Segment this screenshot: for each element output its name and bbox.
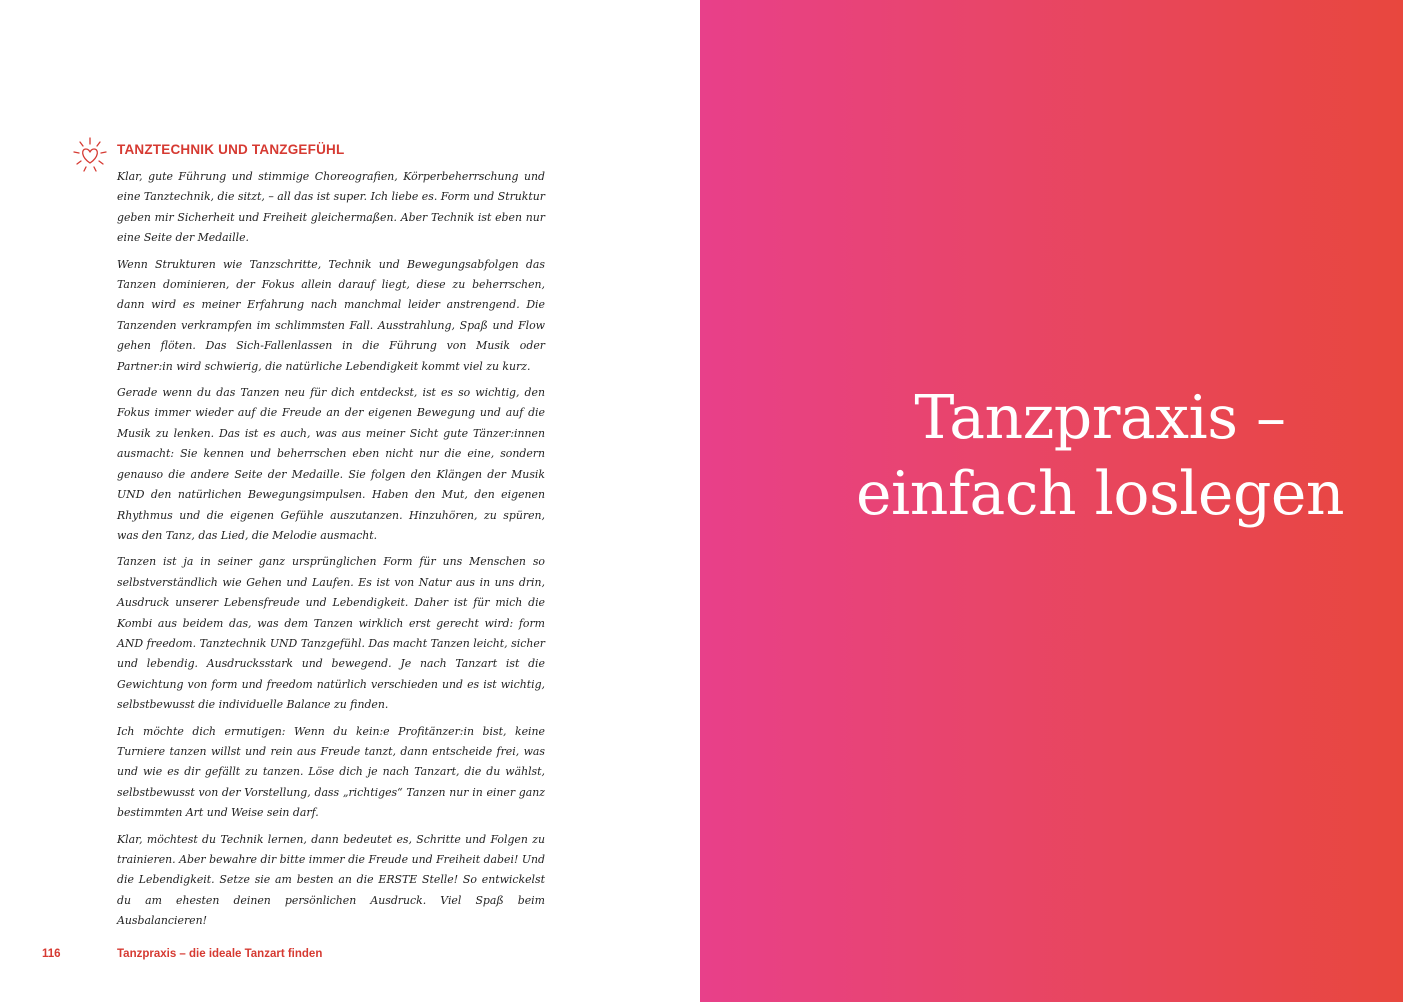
paragraph: Gerade wenn du das Tanzen neu für dich entdeckst, ist es so wichtig, den Fokus immer wieder auf die Freude an der eigenen Bewegung und auf die Musik zu lenken. Das ist es auch, was aus meiner Sicht gute Tänzer:innen ausmacht: Sie kennen und beherrschen eben nicht nur die eine, sondern genauso die andere Seite der Medaille. Sie folgen den Klängen der Musik UND den natürlichen Bewegungsimpulsen. Haben den Mut, den eigenen Rhythmus und die eigenen Gefühle auszutanzen. Hinzuhören, zu spüren, was den Tanz, das Lied, die Melodie ausmacht.	[117, 386, 545, 542]
chapter-title-line-2: einfach loslegen	[856, 459, 1344, 529]
section-header	[71, 136, 109, 176]
radiant-heart-icon	[71, 136, 109, 176]
running-title: Tanzpraxis – die ideale Tanzart finden	[117, 948, 323, 960]
paragraph: Ich möchte dich ermutigen: Wenn du kein:e Profitänzer:in bist, keine Turniere tanzen willst und rein aus Freude tanzt, dann entscheide frei, was und wie es dir gefällt zu tanzen. Löse dich je nach Tanzart, die du wählst, selbstbewusst von der Vorstellung, dass „richtiges“ Tanzen nur in einer ganz bestimmten Art und Weise sein darf.	[117, 724, 545, 820]
chapter-title	[820, 380, 1380, 532]
body-text	[117, 167, 545, 938]
paragraph: Wenn Strukturen wie Tanzschritte, Technik und Bewegungsabfolgen das Tanzen dominieren, der Fokus allein darauf liegt, diese zu beherrschen, dann wird es meiner Erfahrung nach manchmal leider anstrengend. Die Tanzenden verkrampfen im schlimmsten Fall. Ausstrahlung, Spaß und Flow gehen flöten. Das Sich-Fallenlassen in die Führung von Musik oder Partner:in wird schwierig, die natürliche Lebendigkeit kommt viel zu kurz.	[117, 257, 545, 373]
section-title: TANZTECHNIK UND TANZGEFÜHL	[117, 142, 345, 157]
paragraph: Klar, gute Führung und stimmige Choreografien, Körperbeherrschung und eine Tanztechnik, die sitzt, – all das ist super. Ich liebe es. Form und Struktur geben mir Sicherheit und Freiheit gleichermaßen. Aber Technik ist eben nur eine Seite der Medaille.	[117, 170, 545, 245]
paragraph: Tanzen ist ja in seiner ganz ursprünglichen Form für uns Menschen so selbstverständlich wie Gehen und Laufen. Es ist von Natur aus in uns drin, Ausdruck unserer Lebensfreude und Lebendigkeit. Daher ist für mich die Kombi aus beidem das, was dem Tanzen wirklich erst gerecht wird: form AND freedom. Tanztechnik UND Tanzgefühl. Das macht Tanzen leicht, sicher und lebendig. Ausdrucksstark und bewegend. Je nach Tanzart ist die Gewichtung von form und freedom natürlich verschieden und es ist wichtig, selbstbewusst die individuelle Balance zu finden.	[117, 555, 545, 712]
chapter-title-line-1: Tanzpraxis –	[914, 383, 1286, 453]
left-page	[0, 0, 700, 1002]
page-number: 116	[42, 948, 61, 960]
paragraph: Klar, möchtest du Technik lernen, dann bedeutet es, Schritte und Folgen zu trainieren. Aber bewahre dir bitte immer die Freude und Freiheit dabei! Und die Lebendigkeit. Setze sie am besten an die ERSTE Stelle! So entwickelst du am ehesten deinen persönlichen Ausdruck. Viel Spaß beim Ausbalancieren!	[117, 832, 545, 928]
right-page	[700, 0, 1403, 1002]
